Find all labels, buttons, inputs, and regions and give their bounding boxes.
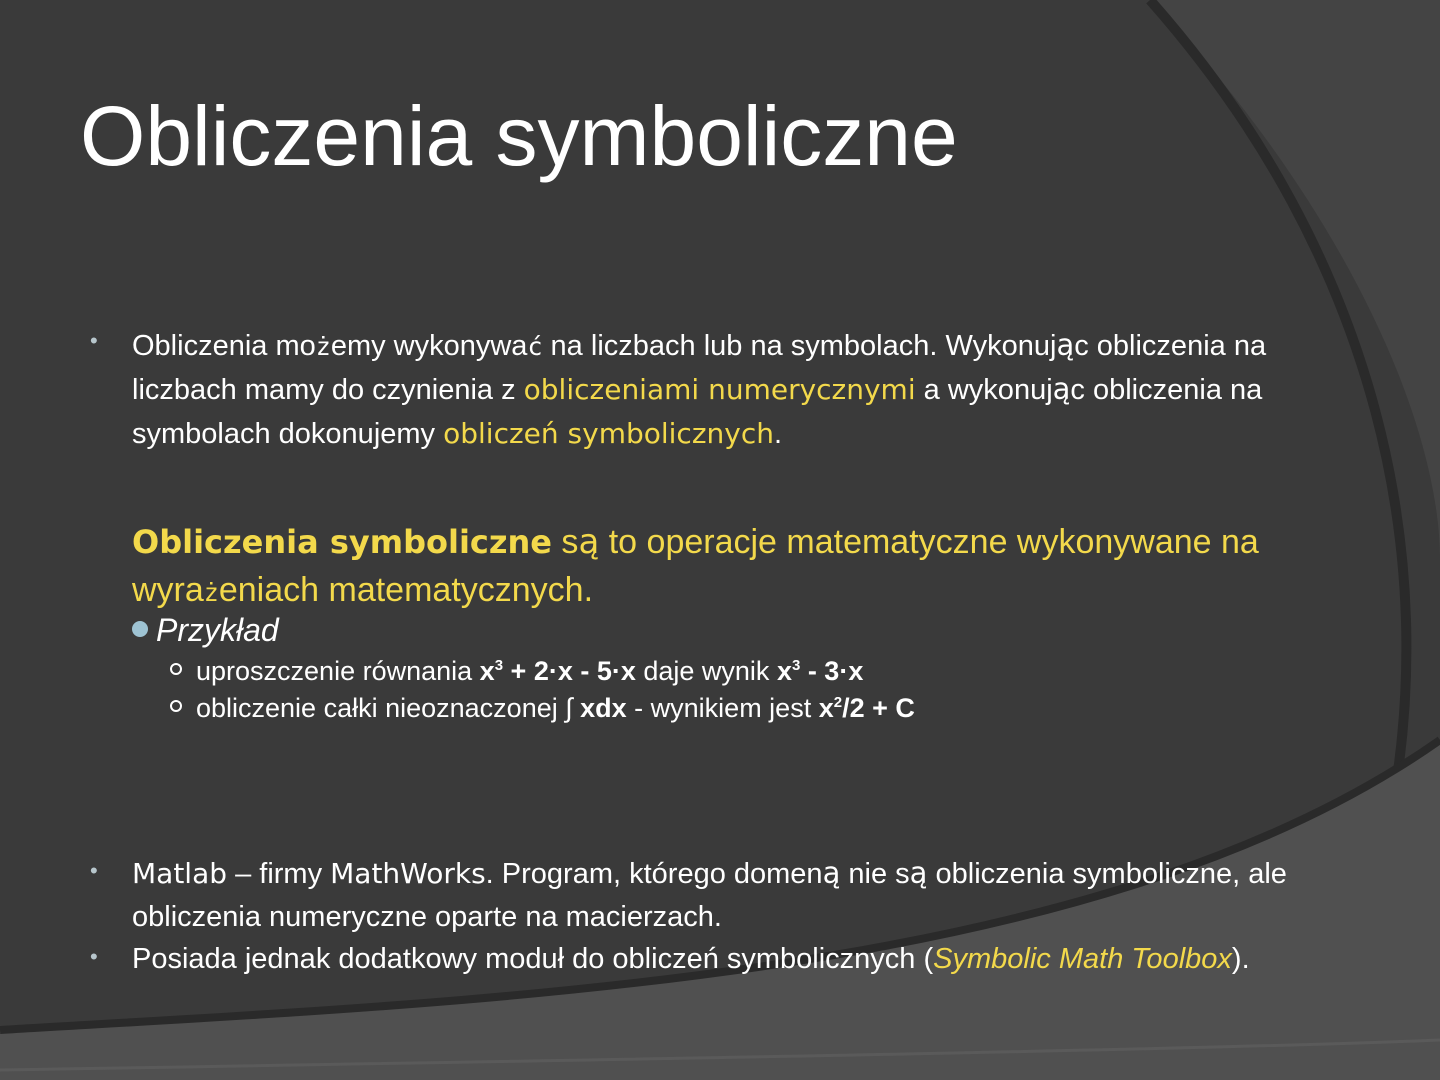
p2-text-d: ż xyxy=(203,578,219,607)
p3-e: ą xyxy=(822,856,841,890)
p4-c: ). xyxy=(1231,943,1250,975)
example-1-expr-sup: 3 xyxy=(494,657,504,674)
slide-title: Obliczenia symboliczne xyxy=(80,89,958,183)
p3-f: nie s xyxy=(840,858,910,890)
p1-text-i: ą xyxy=(1052,372,1071,406)
bullet-dot: • xyxy=(90,328,98,353)
round-bullet-icon xyxy=(132,621,148,637)
bullet-dot: • xyxy=(90,858,98,883)
example-1-expr-b: + 2·x - 5·x xyxy=(503,656,636,686)
p3-d: . Program, którego domen xyxy=(485,858,823,890)
toolbox-name: Symbolic Math Toolbox xyxy=(933,943,1232,975)
p1-text-c: emy wykonywa xyxy=(330,330,528,362)
paragraph-intro xyxy=(132,324,1322,456)
example-label: Przykład xyxy=(156,612,279,648)
bullet-dot: • xyxy=(90,944,98,969)
circle-bullet-icon xyxy=(170,663,182,675)
p1-text-a: Obliczenia mo xyxy=(132,330,316,362)
example-1-res-a: x xyxy=(776,656,792,686)
p4-a: Posiada jednak dodatkowy moduł do obliczeń symbolicznych ( xyxy=(132,943,934,975)
example-1-expr-a: x xyxy=(479,656,495,686)
p1-text-e: na liczbach lub na symbolach. Wykonuj xyxy=(542,330,1057,362)
p3-h: obliczenia symboliczne, ale obliczenia numeryczne oparte na macierzach. xyxy=(132,858,1287,933)
paragraph-toolbox xyxy=(132,938,1322,981)
p1-text-j: c obliczenia na symbolach dokonujemy xyxy=(132,374,1263,450)
example-heading xyxy=(132,612,279,649)
p1-text-b: ż xyxy=(315,332,331,361)
example-2-text: obliczenie całki nieoznaczonej xyxy=(196,693,566,723)
example-1-res-b: - 3·x xyxy=(800,656,864,686)
example-item-2 xyxy=(170,693,915,724)
highlight-symbolic: obliczeń symbolicznych xyxy=(443,417,774,450)
p1-text-k: . xyxy=(773,418,783,450)
p1-text-h: a wykonuj xyxy=(915,374,1053,406)
definition-term: Obliczenia symboliczne xyxy=(132,523,552,561)
p1-text-f: ą xyxy=(1056,328,1075,362)
p1-text-g: c obliczenia na liczbach mamy do czynienia z xyxy=(132,330,1267,406)
mathworks-name: MathWorks xyxy=(330,857,486,890)
example-1-text: uproszczenie równania xyxy=(196,656,480,686)
p3-b: – firmy xyxy=(227,858,331,890)
highlight-numerical: obliczeniami numerycznymi xyxy=(523,373,916,406)
example-2-res-b: /2 + C xyxy=(842,693,915,723)
paragraph-matlab xyxy=(132,852,1322,939)
paragraph-definition xyxy=(132,518,1322,617)
p1-text-d: ć xyxy=(527,332,543,361)
example-1-res-sup: 3 xyxy=(791,657,801,674)
example-item-1 xyxy=(170,656,863,687)
integral-symbol: ∫ xyxy=(565,693,573,723)
example-2-mid: - wynikiem jest xyxy=(626,693,819,723)
example-2-res-sup: 2 xyxy=(833,694,843,711)
p3-g: ą xyxy=(909,856,928,890)
example-2-res-a: x xyxy=(818,693,834,723)
p2-text-b: ą xyxy=(578,522,600,562)
example-2-expr: xdx xyxy=(572,693,627,723)
p2-text-a: s xyxy=(551,523,579,561)
example-1-mid: daje wynik xyxy=(635,656,777,686)
circle-bullet-icon xyxy=(170,700,182,712)
p2-text-e: eniach matematycznych. xyxy=(218,571,594,609)
p2-text-c: to operacje matematyczne wykonywane na wyra xyxy=(132,523,1259,609)
matlab-name: Matlab xyxy=(132,857,228,890)
